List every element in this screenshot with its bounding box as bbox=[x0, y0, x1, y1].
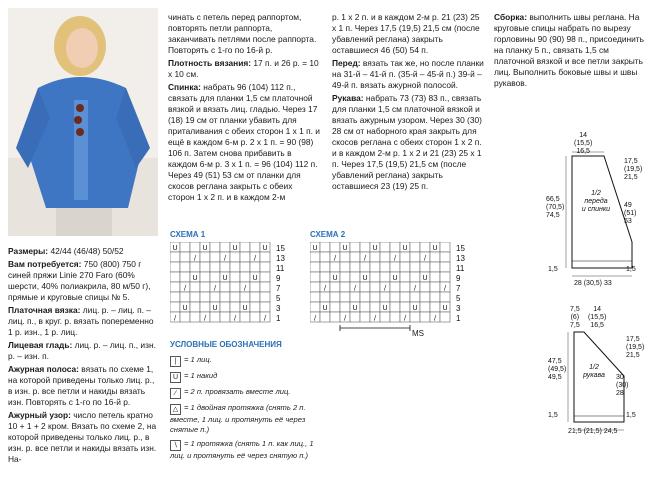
grid-cell bbox=[380, 252, 390, 262]
column-3 bbox=[332, 12, 484, 194]
legend-symbol-ssk: ∖ bbox=[170, 440, 181, 451]
grid-cell bbox=[210, 262, 220, 272]
plank-label: Платочная вязка: bbox=[8, 305, 81, 315]
grid-cell bbox=[210, 252, 220, 262]
grid-cells bbox=[170, 242, 270, 322]
grid-cell bbox=[180, 272, 190, 282]
decrease-mark: ∕ bbox=[213, 284, 217, 292]
column-1 bbox=[8, 246, 158, 467]
grid-cell bbox=[170, 302, 180, 312]
decrease-mark: ∕ bbox=[173, 314, 177, 322]
grid-cell bbox=[200, 282, 210, 292]
grid-cell bbox=[410, 262, 420, 272]
grid-cell bbox=[260, 262, 270, 272]
yarnover-mark: U bbox=[212, 304, 218, 312]
grid-cell bbox=[350, 312, 360, 322]
grid-cell bbox=[390, 292, 400, 302]
grid-cell bbox=[350, 242, 360, 252]
yarnover-mark: U bbox=[182, 304, 188, 312]
model-photo bbox=[8, 8, 158, 236]
body-piece-label: 1/2 переда и спинки bbox=[581, 190, 611, 213]
decrease-mark: ∕ bbox=[333, 254, 337, 262]
sleeve-top-left-measure: 7,5 (6) 7,5 bbox=[570, 306, 580, 329]
row-number-label: 15 bbox=[276, 244, 285, 253]
decrease-mark: ∕ bbox=[193, 254, 197, 262]
grid-cell bbox=[440, 262, 450, 272]
chart-2-title: СХЕМА 2 bbox=[310, 230, 346, 239]
grid-cell bbox=[400, 302, 410, 312]
yarnover-mark: U bbox=[312, 244, 318, 252]
decrease-mark: ∕ bbox=[423, 254, 427, 262]
grid-cell bbox=[250, 282, 260, 292]
lace-strip-value: вязать по схеме 1, на которой приведены только лиц. р., в изн. р. все петли и накиды вязать изн. Повторять с 1-го по 16-й р. bbox=[8, 364, 155, 407]
sleeve-rib-left: 1,5 bbox=[548, 412, 558, 419]
assembly-label: Сборка: bbox=[494, 12, 527, 22]
grid-cell bbox=[230, 302, 240, 312]
grid-cell bbox=[240, 312, 250, 322]
row-number-label: 1 bbox=[276, 314, 281, 323]
grid-cell bbox=[190, 262, 200, 272]
yarnover-mark: U bbox=[362, 274, 368, 282]
decrease-mark: ∕ bbox=[393, 254, 397, 262]
grid-cell bbox=[420, 262, 430, 272]
yarnover-mark: U bbox=[322, 304, 328, 312]
yarnover-mark: U bbox=[392, 274, 398, 282]
row-number-label: 13 bbox=[456, 254, 465, 263]
yarnover-mark: U bbox=[432, 244, 438, 252]
row-number-label: 7 bbox=[456, 284, 461, 293]
chart-2 bbox=[310, 242, 490, 351]
grid-cell bbox=[380, 272, 390, 282]
decrease-mark: ∕ bbox=[223, 254, 227, 262]
legend-title: УСЛОВНЫЕ ОБОЗНАЧЕНИЯ bbox=[170, 340, 282, 349]
grid-cell bbox=[440, 242, 450, 252]
body-rib-right: 1,5 bbox=[626, 266, 636, 273]
grid-cell bbox=[400, 262, 410, 272]
grid-cell bbox=[350, 262, 360, 272]
yarnover-mark: U bbox=[442, 304, 448, 312]
stockinette-value: лиц. р. – лиц. п., изн. р. – изн. п. bbox=[8, 340, 156, 361]
grid-cell bbox=[350, 252, 360, 262]
grid-cell bbox=[370, 302, 380, 312]
grid-cell bbox=[400, 272, 410, 282]
grid-cell bbox=[260, 302, 270, 312]
grid-cell bbox=[170, 262, 180, 272]
grid-cell bbox=[440, 252, 450, 262]
sizes-value: 42/44 (46/48) 50/52 bbox=[50, 246, 124, 256]
grid-cell bbox=[310, 272, 320, 282]
materials-value: 750 (800) 750 г синей пряжи Linie 270 Faro (60% шерсти, 40% полиакрила, 80 м/50 г), прямые и круговые спицы № 5. bbox=[8, 259, 151, 302]
grid-cell bbox=[420, 292, 430, 302]
sleeve-width-measure: 21,5 (21,5) 24,5 bbox=[568, 428, 618, 435]
row-number-label: 9 bbox=[456, 274, 461, 283]
grid-cell bbox=[330, 262, 340, 272]
legend bbox=[170, 340, 320, 461]
grid-cell bbox=[410, 242, 420, 252]
yarnover-mark: U bbox=[252, 274, 258, 282]
decrease-mark: ∕ bbox=[323, 284, 327, 292]
grid-cell bbox=[190, 282, 200, 292]
row-number-label: 11 bbox=[456, 264, 465, 273]
body-rib-left: 1,5 bbox=[548, 266, 558, 273]
grid-cell bbox=[410, 312, 420, 322]
decrease-mark: ∕ bbox=[383, 284, 387, 292]
decrease-mark: ∕ bbox=[353, 284, 357, 292]
sizes-label: Размеры: bbox=[8, 246, 49, 256]
model-photo-illustration bbox=[8, 8, 158, 236]
sleeve-label: Рукава: bbox=[332, 93, 364, 103]
grid-cell bbox=[390, 312, 400, 322]
decrease-mark: ∕ bbox=[403, 314, 407, 322]
grid-cell bbox=[370, 262, 380, 272]
col3-paragraph: р. 1 х 2 п. и в каждом 2-м р. 21 (23) 25 х 1 п. Через 17,5 (19,5) 21,5 см (после убавлений реглана) закрыть оставшиеся 46 (50) 54 п. bbox=[332, 12, 480, 55]
yarnover-mark: U bbox=[332, 274, 338, 282]
stockinette-label: Лицевая гладь: bbox=[8, 340, 73, 350]
grid-cell bbox=[420, 312, 430, 322]
row-number-label: 11 bbox=[276, 264, 285, 273]
chart-2-grid bbox=[310, 242, 490, 346]
grid-cell bbox=[330, 242, 340, 252]
back-value: набрать 96 (104) 112 п., связать для планки 1,5 см платочной вязкой и вязать лиц. гладью. Через 17 (18) 19 см от планки убавить для приталивания с обеих сторон 1 х 1 п. и ещё в каждом 6-м р. 2 х 1 п. = 90 (98) 106 п. Затем снова прибавить в каждом 6-м р. 3 х 1 п. = 96 (104) 112 п. Через 49 (51) 53 см от планки для скосов реглана закрыть с обеих сторон 1 х 2 п. и в каждом 2-м bbox=[168, 82, 320, 202]
grid-cell bbox=[360, 242, 370, 252]
legend-item: ∕ = 2 п. провязать вместе лиц. bbox=[170, 387, 320, 399]
grid-cell bbox=[260, 272, 270, 282]
yarnover-mark: U bbox=[342, 244, 348, 252]
front-value: вязать так же, но после планки на 31-й – 41-й п. (35-й – 45-й п.) 39-й – 49-й п. вязать ажурной полосой. bbox=[332, 58, 484, 90]
legend-item: ∖ = 1 протяжка (снять 1 п. как лиц., 1 лиц. и протянуть её через снятую п.) bbox=[170, 439, 314, 460]
lace-pattern-label: Ажурный узор: bbox=[8, 410, 71, 420]
yarnover-mark: U bbox=[222, 274, 228, 282]
grid-cell bbox=[440, 312, 450, 322]
grid-cell bbox=[350, 272, 360, 282]
yarnover-mark: U bbox=[232, 244, 238, 252]
decrease-mark: ∕ bbox=[233, 314, 237, 322]
grid-cell bbox=[310, 282, 320, 292]
yarnover-mark: U bbox=[422, 274, 428, 282]
body-top-measure: 14 (15,5) 16,5 bbox=[574, 132, 593, 155]
grid-cell bbox=[400, 292, 410, 302]
grid-cell bbox=[230, 262, 240, 272]
grid-cell bbox=[390, 262, 400, 272]
decrease-mark: ∕ bbox=[373, 314, 377, 322]
grid-cell bbox=[330, 292, 340, 302]
assembly-value: выполнить швы реглана. На круговые спицы набрать по вырезу горловины 90 (90) 98 п., присоединить на планку 5 п., связать 1,5 см платочной вязкой и все петли закрыть лиц. Выполнить боковые швы и швы рукавов. bbox=[494, 12, 645, 88]
grid-cell bbox=[220, 292, 230, 302]
grid-cell bbox=[170, 252, 180, 262]
body-length-measure: 66,5 (70,5) 74,5 bbox=[546, 196, 565, 219]
grid-cell bbox=[410, 292, 420, 302]
decrease-mark: ∕ bbox=[433, 314, 437, 322]
grid-cell bbox=[430, 272, 440, 282]
grid-cell bbox=[260, 292, 270, 302]
grid-cell bbox=[220, 242, 230, 252]
grid-cell bbox=[180, 262, 190, 272]
grid-cell bbox=[440, 272, 450, 282]
grid-cell bbox=[390, 282, 400, 292]
sleeve-rib-right: 1,5 bbox=[626, 412, 636, 419]
grid-cell bbox=[320, 292, 330, 302]
grid-cell bbox=[190, 302, 200, 312]
grid-cell bbox=[240, 272, 250, 282]
grid-cell bbox=[200, 302, 210, 312]
grid-cell bbox=[310, 292, 320, 302]
legend-item: △ = 1 двойная протяжка (снять 2 п. вместе, 1 лиц. и протянуть её через снятые п.) bbox=[170, 403, 306, 434]
lace-pattern-value: число петель кратно 10 + 1 + 2 кром. Вязать по схеме 2, на которой приведены только лиц. р., в изн. р. все петли и накиды вязать изн. На- bbox=[8, 410, 157, 464]
grid-cell bbox=[380, 262, 390, 272]
row-number-label: 3 bbox=[456, 304, 461, 313]
grid-cell bbox=[220, 262, 230, 272]
grid-cell bbox=[190, 292, 200, 302]
grid-cell bbox=[200, 272, 210, 282]
grid-cell bbox=[310, 262, 320, 272]
decrease-mark: ∕ bbox=[343, 314, 347, 322]
row-number-label: 7 bbox=[276, 284, 281, 293]
yarnover-mark: U bbox=[382, 304, 388, 312]
grid-cell bbox=[240, 292, 250, 302]
decrease-mark: ∕ bbox=[413, 284, 417, 292]
grid-cell bbox=[330, 282, 340, 292]
grid-cell bbox=[250, 242, 260, 252]
grid-cell bbox=[170, 282, 180, 292]
yarnover-mark: U bbox=[242, 304, 248, 312]
decrease-mark: ∕ bbox=[253, 254, 257, 262]
grid-cell bbox=[320, 272, 330, 282]
row-number-label: 5 bbox=[276, 294, 281, 303]
grid-cell bbox=[180, 312, 190, 322]
grid-cell bbox=[220, 312, 230, 322]
legend-symbol-yarnover: U bbox=[170, 372, 181, 383]
grid-cell bbox=[430, 282, 440, 292]
grid-cell bbox=[170, 292, 180, 302]
sleeve-value: набрать 73 (73) 83 п., связать для планки 1,5 см платочной вязкой и вязать ажурным узором. Через 30 (30) 28 см от наборного края закрыть для скосов реглана с обеих сторон 1 х 2 п. и в каждом 2-м р. 1 х 2 и 21 (23) 25 х 1 п. Через 17,5 (19,5) 21,5 см (после убавлений реглана) закрыть оставшиеся 23 (19) 25 п. bbox=[332, 93, 482, 191]
row-number-label: 1 bbox=[456, 314, 461, 323]
body-width-measure: 28 (30,5) 33 bbox=[574, 280, 612, 287]
sleeve-side-measure: 30 (30) 28 bbox=[616, 374, 629, 397]
grid-cell bbox=[370, 282, 380, 292]
grid-cell bbox=[400, 282, 410, 292]
grid-cell bbox=[180, 252, 190, 262]
grid-cell bbox=[230, 292, 240, 302]
grid-cell bbox=[180, 242, 190, 252]
legend-item: | = 1 лиц. bbox=[170, 355, 320, 367]
grid-cell bbox=[360, 312, 370, 322]
body-raglan-measure: 17,5 (19,5) 21,5 bbox=[624, 158, 643, 181]
grid-cell bbox=[420, 302, 430, 312]
grid-cell bbox=[340, 282, 350, 292]
grid-cell bbox=[260, 282, 270, 292]
grid-cell bbox=[310, 302, 320, 312]
grid-cell bbox=[250, 312, 260, 322]
grid-cell bbox=[330, 302, 340, 312]
grid-cell bbox=[430, 292, 440, 302]
decrease-mark: ∕ bbox=[203, 314, 207, 322]
grid-cell bbox=[370, 292, 380, 302]
grid-cell bbox=[170, 272, 180, 282]
grid-cell bbox=[410, 272, 420, 282]
legend-symbol-double-decrease: △ bbox=[170, 404, 181, 415]
grid-cell bbox=[230, 252, 240, 262]
grid-cell bbox=[230, 272, 240, 282]
grid-cell bbox=[420, 282, 430, 292]
grid-cell bbox=[210, 242, 220, 252]
grid-cell bbox=[250, 262, 260, 272]
column-4 bbox=[494, 12, 644, 91]
grid-cell bbox=[440, 292, 450, 302]
grid-cell bbox=[320, 242, 330, 252]
grid-cell bbox=[340, 252, 350, 262]
grid-cell bbox=[240, 252, 250, 262]
grid-cell bbox=[360, 292, 370, 302]
grid-cell bbox=[220, 302, 230, 312]
grid-cell bbox=[410, 252, 420, 262]
back-label: Спинка: bbox=[168, 82, 201, 92]
materials-label: Вам потребуется: bbox=[8, 259, 82, 269]
grid-cell bbox=[350, 292, 360, 302]
grid-cell bbox=[400, 252, 410, 262]
yarnover-mark: U bbox=[192, 274, 198, 282]
grid-cell bbox=[370, 272, 380, 282]
grid-cell bbox=[230, 282, 240, 292]
grid-cell bbox=[210, 312, 220, 322]
grid-cell bbox=[310, 252, 320, 262]
decrease-mark: ∕ bbox=[243, 284, 247, 292]
grid-cell bbox=[330, 312, 340, 322]
sleeve-top-right-measure: 14 (15,5) 16,5 bbox=[588, 306, 607, 329]
body-side-measure: 49 (51) 53 bbox=[624, 202, 637, 225]
yarnover-mark: U bbox=[372, 244, 378, 252]
yarnover-mark: U bbox=[402, 244, 408, 252]
sleeve-raglan-measure: 17,5 (19,5) 21,5 bbox=[626, 336, 645, 359]
legend-symbol-knit: | bbox=[170, 356, 181, 367]
yarnover-mark: U bbox=[352, 304, 358, 312]
grid-cell bbox=[250, 302, 260, 312]
grid-cell bbox=[380, 242, 390, 252]
grid-cell bbox=[240, 262, 250, 272]
row-number-label: 3 bbox=[276, 304, 281, 313]
grid-cell bbox=[250, 292, 260, 302]
density-label: Плотность вязания: bbox=[168, 58, 252, 68]
grid-cell bbox=[190, 312, 200, 322]
yarnover-mark: U bbox=[172, 244, 178, 252]
row-number-label: 5 bbox=[456, 294, 461, 303]
grid-cell bbox=[260, 252, 270, 262]
grid-cell bbox=[240, 242, 250, 252]
yarnover-mark: U bbox=[262, 244, 268, 252]
grid-cell bbox=[200, 262, 210, 272]
sleeve-piece-label: 1/2 рукава bbox=[583, 364, 605, 379]
plank-value: лиц. р. – лиц. п. – лиц. п., в круг. р. вязать попеременно 1 р. изн., 1 р. лиц. bbox=[8, 305, 154, 337]
col2-paragraph: чинать с петель перед раппортом, повторять петли раппорта, заканчивать петлями после раппорта. Повторять с 1-го по 16-й р. bbox=[168, 12, 317, 55]
decrease-mark: ∕ bbox=[313, 314, 317, 322]
row-number-label: 13 bbox=[276, 254, 285, 263]
lace-strip-label: Ажурная полоса: bbox=[8, 364, 79, 374]
grid-cell bbox=[420, 242, 430, 252]
legend-symbol-k2tog: ∕ bbox=[170, 388, 181, 399]
yarnover-mark: U bbox=[202, 244, 208, 252]
grid-cell bbox=[200, 292, 210, 302]
column-2 bbox=[168, 12, 320, 205]
grid-cell bbox=[370, 252, 380, 262]
grid-cell bbox=[190, 242, 200, 252]
grid-cell bbox=[220, 282, 230, 292]
row-number-label: 9 bbox=[276, 274, 281, 283]
grid-cell bbox=[320, 312, 330, 322]
grid-cell bbox=[340, 302, 350, 312]
grid-cell bbox=[360, 262, 370, 272]
sleeve-length-measure: 47,5 (49,5) 49,5 bbox=[548, 358, 567, 381]
legend-item: U = 1 накид bbox=[170, 371, 320, 383]
density-value: 17 п. и 26 р. = 10 х 10 см. bbox=[168, 58, 319, 79]
decrease-mark: ∕ bbox=[363, 254, 367, 262]
grid-cell bbox=[430, 262, 440, 272]
grid-cell bbox=[390, 302, 400, 312]
grid-cell bbox=[340, 272, 350, 282]
grid-cell bbox=[430, 252, 440, 262]
grid-cell bbox=[380, 312, 390, 322]
decrease-mark: ∕ bbox=[443, 284, 447, 292]
grid-cell bbox=[380, 292, 390, 302]
decrease-mark: ∕ bbox=[183, 284, 187, 292]
grid-cell bbox=[180, 292, 190, 302]
row-number-label: 15 bbox=[456, 244, 465, 253]
yarnover-mark: U bbox=[412, 304, 418, 312]
chart-1-grid bbox=[170, 242, 300, 330]
front-label: Перед: bbox=[332, 58, 361, 68]
grid-cell bbox=[210, 292, 220, 302]
grid-cell bbox=[320, 252, 330, 262]
decrease-mark: ∕ bbox=[263, 314, 267, 322]
grid-cell bbox=[340, 262, 350, 272]
grid-cell bbox=[360, 302, 370, 312]
repeat-bracket bbox=[340, 325, 410, 331]
grid-cell bbox=[390, 242, 400, 252]
grid-cell bbox=[360, 282, 370, 292]
chart-1-title: СХЕМА 1 bbox=[170, 230, 206, 239]
repeat-label: MS bbox=[412, 329, 424, 338]
grid-cell bbox=[210, 272, 220, 282]
chart-1 bbox=[170, 242, 300, 335]
grid-cell bbox=[320, 262, 330, 272]
grid-cell bbox=[340, 292, 350, 302]
grid-cell bbox=[200, 252, 210, 262]
grid-cell bbox=[430, 302, 440, 312]
grid-cells bbox=[310, 242, 450, 322]
